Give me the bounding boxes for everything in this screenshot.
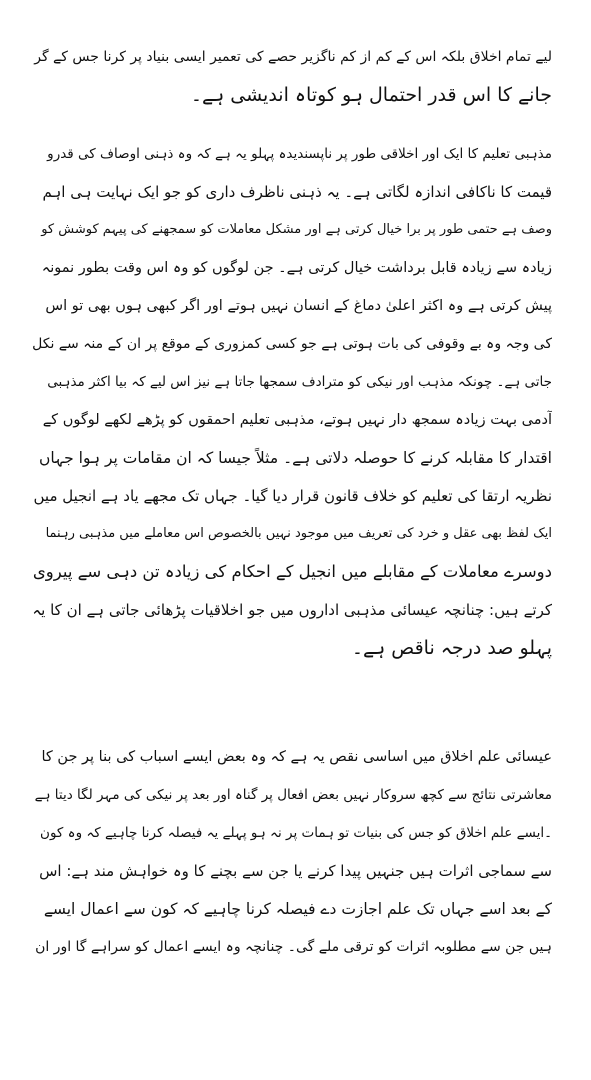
paragraph-2 — [32, 135, 552, 667]
text-line: زیادہ سے زیادہ قابل برداشت خیال کرتی ہے۔ جن لوگوں کو وہ اس وقت بطور نمونہ — [41, 260, 552, 276]
text-line: پیش کرتی ہے وہ اکثر اعلیٰ دماغ کے انسان نہیں ہوتے اور اگر کبھی ہوں بھی تو اس — [45, 298, 552, 314]
text-line: ۔ایسے علم اخلاق کو جس کی بنیات تو ہمات پر نہ ہو پہلے یہ فیصلہ کرنا چاہیے کہ وہ کون — [40, 825, 552, 841]
paragraph-3 — [32, 738, 552, 966]
text-line: جاتی ہے۔ چونکہ مذہب اور نیکی کو مترادف سمجھا جاتا ہے نیز اس لیے کہ بیا اکثر مذہبی — [47, 374, 552, 390]
text-line: کرتے ہیں: چنانچہ عیسائی مذہبی اداروں میں جو اخلاقیات پڑھائی جاتی ہے ان کا یہ — [32, 601, 552, 619]
text-line: ایک لفظ بھی عقل و خرد کی تعریف میں موجود نہیں بالخصوص اس معاملے میں مذہبی رہنما — [45, 526, 552, 541]
text-line: کی وجہ وہ بے وقوفی کی بات ہوتی ہے جو کسی کمزوری کے موقع پر ان کے منہ سے نکل — [32, 336, 552, 352]
text-line: سے سماجی اثرات ہیں جنہیں پیدا کرنے یا جن سے بچنے کا وہ خواہش مند ہے: اس — [39, 862, 552, 880]
text-line: وصف ہے حتمی طور پر برا خیال کرتی ہے اور مشکل معاملات کو سمجھنے کی پیہم کوشش کو — [41, 222, 552, 237]
text-line: کے بعد اسے جہاں تک علم اجازت دے فیصلہ کرنا چاہیے کہ کون سے اعمال ایسے — [43, 900, 552, 918]
text-line: قیمت کا ناکافی اندازہ لگاتی ہے۔ یہ ذہنی ناظرف داری کو جو ایک نہایت ہی اہم — [42, 183, 552, 201]
text-line: عیسائی علم اخلاق میں اساسی نقص یہ ہے کہ وہ بعض ایسے اسباب کی بنا پر جن کا — [41, 749, 552, 765]
text-line: لیے تمام اخلاق بلکہ اس کے کم از کم ناگزیر حصے کی تعمیر ایسی بنیاد پر کرنا جس کے گر — [34, 49, 552, 65]
text-line: مذہبی تعلیم کا ایک اور اخلاقی طور پر ناپسندیدہ پہلو یہ ہے کہ وہ ذہنی اوصاف کی قدرو — [47, 146, 552, 162]
text-line: ہیں جن سے مطلوبہ اثرات کو ترقی ملے گی۔ چنانچہ وہ ایسے اعمال کو سراہے گا اور ان — [35, 939, 552, 955]
text-line: اقتدار کا مقابلہ کرنے کا حوصلہ دلاتی ہے۔ مثلاً جیسا کہ ان مقامات پر ہوا جہاں — [38, 449, 552, 467]
text-line: دوسرے معاملات کے مقابلے میں انجیل کے احکام کی زیادہ تن دہی سے پیروی — [32, 562, 552, 581]
text-line: معاشرتی نتائج سے کچھ سروکار نہیں بعض افعال پر گناہ اور بعد پر نیکی کی مہر لگا دیتا ہے — [34, 787, 552, 803]
text-line: پہلو صد درجہ ناقص ہے۔ — [351, 637, 552, 659]
text-line: جانے کا اس قدر احتمال ہو کوتاہ اندیشی ہے۔ — [190, 84, 552, 106]
paragraph-1 — [32, 38, 552, 114]
text-line: آدمی بہت زیادہ سمجھ دار نہیں ہوتے، مذہبی تعلیم احمقوں کو پڑھے لکھے لوگوں کے — [42, 412, 552, 428]
text-line: نظریہ ارتقا کی تعلیم کو خلاف قانون قرار دیا گیا۔ جہاں تک مجھے یاد ہے انجیل میں — [33, 487, 552, 505]
